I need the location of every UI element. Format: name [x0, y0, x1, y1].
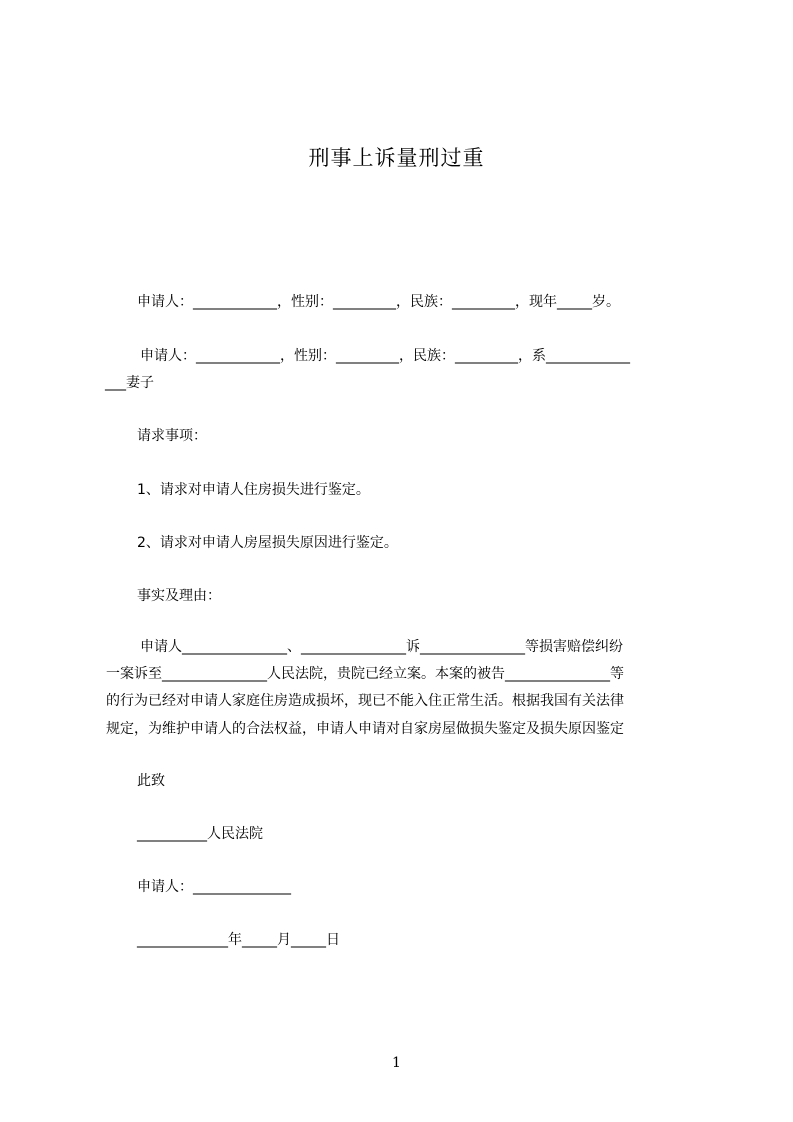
facts-paragraph-line-1: 申请人_______________、_______________诉_______________等损害赔偿纠纷: [140, 639, 623, 655]
date-line: _____________年_____月_____日: [137, 932, 340, 948]
applicant-line-1: 申请人：____________，性别：_________，民族：_________，现年_____岁。: [137, 294, 620, 310]
requests-heading: 请求事项：: [137, 428, 207, 444]
applicant-line-2b: ___妻子: [105, 375, 154, 391]
request-item-1: 1、请求对申请人住房损失进行鉴定。: [137, 482, 370, 498]
closing-text: 此致: [137, 773, 165, 789]
facts-paragraph-line-3: 的行为已经对申请人家庭住房造成损坏，现已不能入住正常生活。根据我国有关法律: [106, 693, 624, 709]
page-number: 1: [392, 1055, 401, 1071]
applicant-line-2a: 申请人：____________，性别：_________，民族：_________，系____________: [140, 348, 630, 364]
facts-heading: 事实及理由：: [137, 588, 221, 604]
signature-line: 申请人：______________: [137, 879, 291, 895]
facts-paragraph-line-4: 规定，为维护申请人的合法权益，申请人申请对自家房屋做损失鉴定及损失原因鉴定: [106, 721, 624, 737]
facts-paragraph-line-2: 一案诉至_______________人民法院，贵院已经立案。本案的被告_______________等: [106, 666, 624, 682]
court-line: __________人民法院: [137, 826, 263, 842]
document-title: 刑事上诉量刑过重: [308, 146, 485, 170]
request-item-2: 2、请求对申请人房屋损失原因进行鉴定。: [137, 535, 398, 551]
